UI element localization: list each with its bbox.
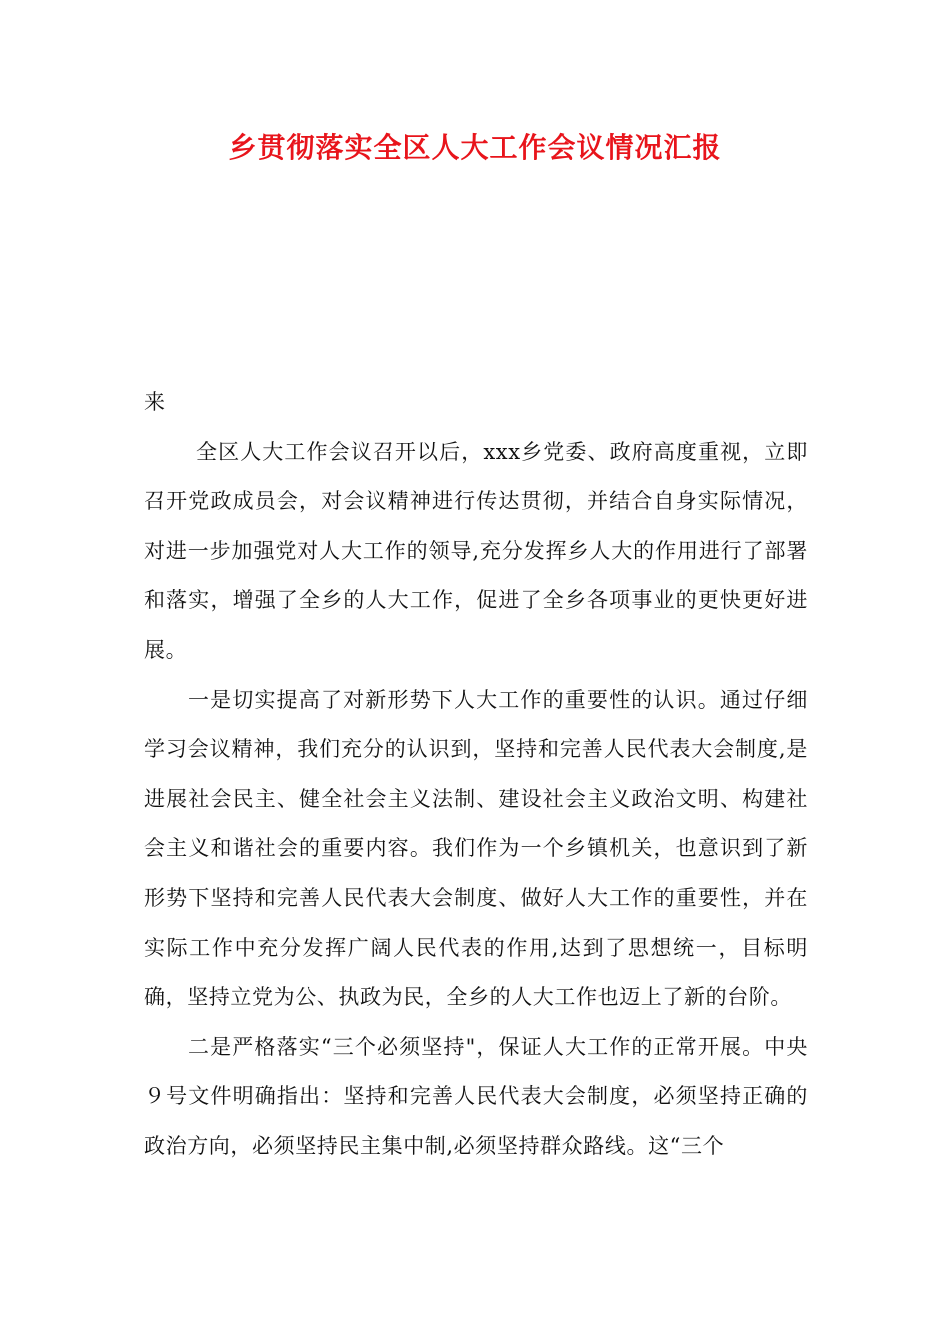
body-paragraph: 一是切实提高了对新形势下人大工作的重要性的认识。通过仔细学习会议精神，我们充分的认识到，坚持和完善人民代表大会制度,是进展社会民主、健全社会主义法制、建设社会主义政治文明、构建社会主义和谐社会的重要内容。我们作为一个乡镇机关，也意识到了新形势下坚持和完善人民代表大会制度、做好人大工作的重要性，并在实际工作中充分发挥广阔人民代表的作用,达到了思想统一，目标明确，坚持立党为公、执政为民，全乡的人大工作也迈上了新的台阶。 xyxy=(144,687,808,1010)
body-paragraph: 全区人大工作会议召开以后，xxx乡党委、政府高度重视，立即召开党政成员会，对会议精神进行传达贯彻，并结合自身实际情况，对进一步加强党对人大工作的领导,充分发挥乡人大的作用进行了部署和落实，增强了全乡的人大工作，促进了全乡各项事业的更快更好进展。 xyxy=(144,439,808,662)
document-title: 乡贯彻落实全区人大工作会议情况汇报 xyxy=(228,131,722,164)
body-paragraph: 二是严格落实“三个必须坚持"，保证人大工作的正常开展。中央９号文件明确指出：坚持和完善人民代表大会制度，必须坚持正确的政治方向，必须坚持民主集中制,必须坚持群众路线。这“三个 xyxy=(144,1034,808,1158)
document-body xyxy=(144,378,808,1172)
body-paragraph: 来 xyxy=(144,390,166,414)
